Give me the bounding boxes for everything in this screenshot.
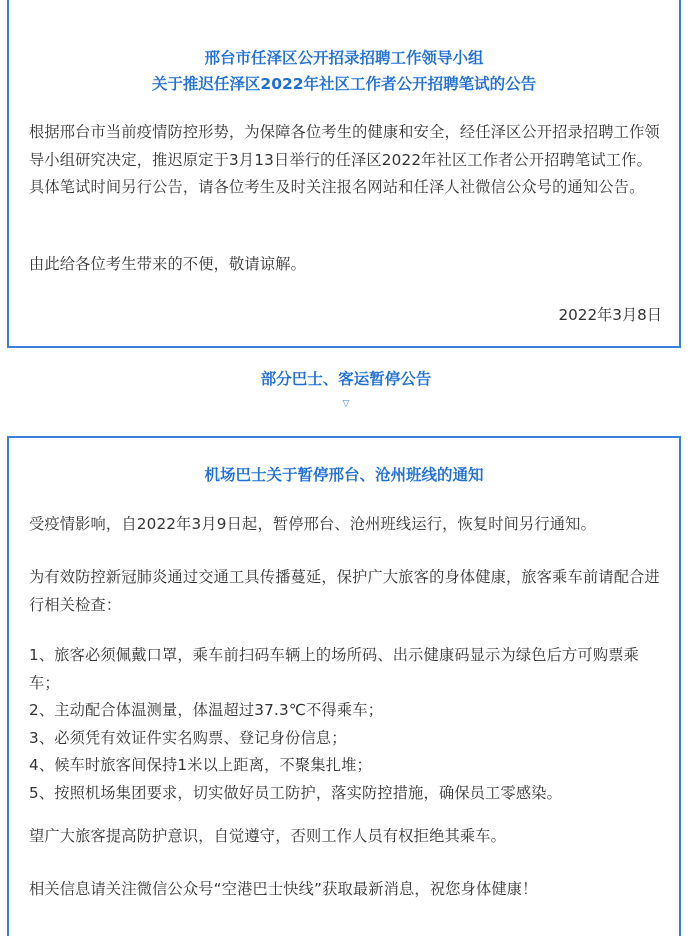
notice-title-line-2: 关于推迟任泽区2022年社区工作者公开招聘笔试的公告 bbox=[151, 75, 537, 93]
exam-postponement-notice-card bbox=[7, 0, 681, 348]
notice-apology-paragraph: 由此给各位考生带来的不便，敬请谅解。 bbox=[29, 255, 306, 273]
bus-notice-title: 机场巴士关于暂停邢台、沧州班线的通知 bbox=[204, 466, 484, 484]
bus-notice-paragraph-4: 相关信息请关注微信公众号“空港巴士快线”获取最新消息，祝您身体健康！ bbox=[29, 880, 538, 898]
bus-notice-paragraph-1: 受疫情影响，自2022年3月9日起，暂停邢台、沧州班线运行，恢复时间另行通知。 bbox=[29, 515, 596, 533]
section-heading: 部分巴士、客运暂停公告 bbox=[260, 370, 432, 388]
list-item: 1、旅客必须佩戴口罩，乘车前扫码车辆上的场所码、出示健康码显示为绿色后方可购票乘车； bbox=[29, 646, 639, 692]
list-item: 3、必须凭有效证件实名购票、登记身份信息； bbox=[29, 728, 347, 747]
list-item: 5、按照机场集团要求，切实做好员工防护，落实防控措施，确保员工零感染。 bbox=[29, 783, 563, 802]
list-item: 2、主动配合体温测量，体温超过37.3℃不得乘车； bbox=[29, 701, 384, 719]
notice-title bbox=[9, 45, 679, 97]
health-check-list bbox=[29, 642, 665, 807]
bus-notice-paragraph-3: 望广大旅客提高防护意识，自觉遵守，否则工作人员有权拒绝其乘车。 bbox=[29, 827, 507, 845]
list-item: 4、候车时旅客间保持1米以上距离，不聚集扎堆； bbox=[29, 756, 372, 774]
bus-suspension-notice-card bbox=[7, 436, 681, 936]
notice-date: 2022年3月8日 bbox=[558, 306, 662, 324]
down-triangle-icon: ▽ bbox=[342, 399, 350, 409]
notice-title-line-1: 邢台市任泽区公开招录招聘工作领导小组 bbox=[204, 49, 484, 67]
notice-body-paragraph: 根据邢台市当前疫情防控形势，为保障各位考生的健康和安全，经任泽区公开招录招聘工作领导小组研究决定，推迟原定于3月13日举行的任泽区2022年社区工作者公开招聘笔试工作。具体笔试时间另行公告，请各位考生及时关注报名网站和任泽人社微信公众号的通知公告。 bbox=[29, 123, 660, 196]
bus-notice-paragraph-2: 为有效防控新冠肺炎通过交通工具传播蔓延，保护广大旅客的身体健康，旅客乘车前请配合进行相关检查： bbox=[29, 568, 660, 614]
